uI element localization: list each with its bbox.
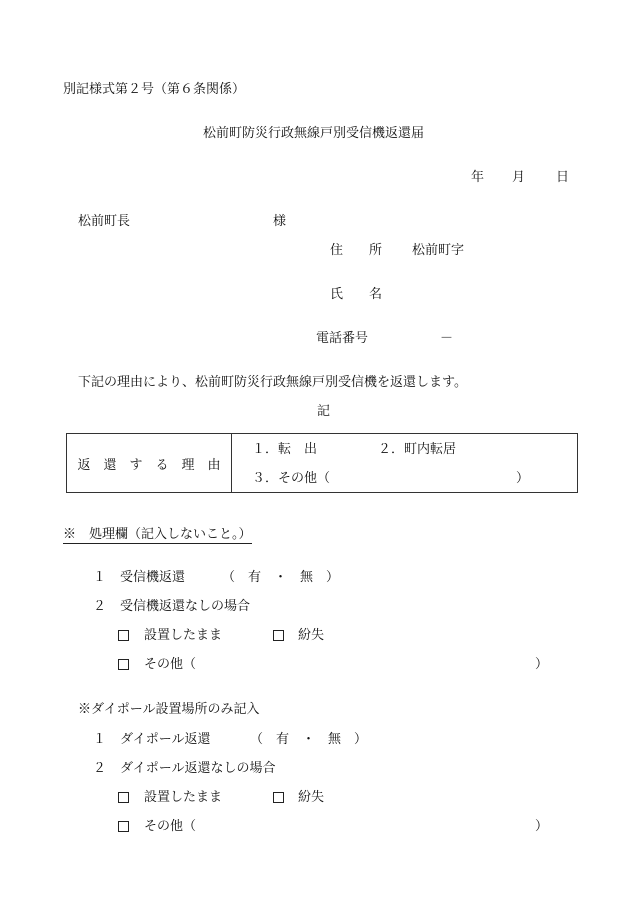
address-value: 松前町字: [412, 243, 465, 258]
processing-other-close: ）: [535, 657, 549, 672]
reason-option-relocation: ２．町内転居: [378, 442, 457, 457]
dipole-item1-label: ダイポール返還: [120, 732, 211, 747]
addressee-honorific: 様: [273, 214, 287, 229]
processing-other-label: その他（: [144, 657, 197, 672]
phone-separator: －: [440, 331, 454, 346]
processing-item1-label: 受信機返還: [120, 570, 186, 585]
form-number: 別記様式第２号（第６条関係）: [63, 82, 246, 97]
dipole-item1-number: １: [93, 732, 107, 747]
processing-item1-choice: （ 有 ・ 無 ）: [222, 570, 340, 585]
dipole-lost-checkbox[interactable]: [273, 792, 284, 803]
dipole-installed-label: 設置したまま: [144, 790, 223, 805]
date-day-label: 日: [556, 170, 570, 185]
phone-label: 電話番号: [316, 331, 369, 346]
reason-option-move-out: １．転 出: [252, 442, 318, 457]
processing-other-checkbox[interactable]: [118, 659, 129, 670]
dipole-item1-choice: （ 有 ・ 無 ）: [250, 732, 368, 747]
reason-label-cell: [67, 434, 232, 493]
dipole-installed-checkbox[interactable]: [118, 792, 129, 803]
reason-options-cell: [232, 434, 578, 493]
processing-heading: ※ 処理欄（記入しないこと。）: [63, 527, 252, 542]
form-title: 松前町防災行政無線戸別受信機返還届: [203, 126, 425, 141]
addressee-name: 松前町長: [78, 214, 131, 229]
reason-table: [66, 433, 578, 493]
processing-item2-number: ２: [93, 599, 107, 614]
dipole-other-close: ）: [535, 819, 549, 834]
address-label: 住 所: [330, 243, 383, 258]
name-label: 氏 名: [330, 287, 383, 302]
dipole-other-checkbox[interactable]: [118, 821, 129, 832]
processing-installed-label: 設置したまま: [144, 628, 223, 643]
processing-installed-checkbox[interactable]: [118, 630, 129, 641]
dipole-lost-label: 紛失: [298, 790, 325, 805]
dipole-other-label: その他（: [144, 819, 197, 834]
dipole-item2-number: ２: [93, 761, 107, 776]
dipole-item2-label: ダイポール返還なしの場合: [120, 761, 276, 776]
ki-heading: 記: [317, 404, 331, 419]
date-month-label: 月: [512, 170, 526, 185]
date-year-label: 年: [471, 170, 485, 185]
reason-label: 返 還 す る 理 由: [77, 457, 221, 473]
processing-lost-label: 紛失: [298, 628, 325, 643]
processing-item2-label: 受信機返還なしの場合: [120, 599, 251, 614]
statement: 下記の理由により、松前町防災行政無線戸別受信機を返還します。: [78, 375, 467, 390]
reason-option-other: ３．その他（: [252, 471, 331, 486]
processing-lost-checkbox[interactable]: [273, 630, 284, 641]
reason-option-other-close: ）: [516, 471, 530, 486]
dipole-heading: ※ダイポール設置場所のみ記入: [78, 702, 260, 717]
processing-item1-number: １: [93, 570, 107, 585]
